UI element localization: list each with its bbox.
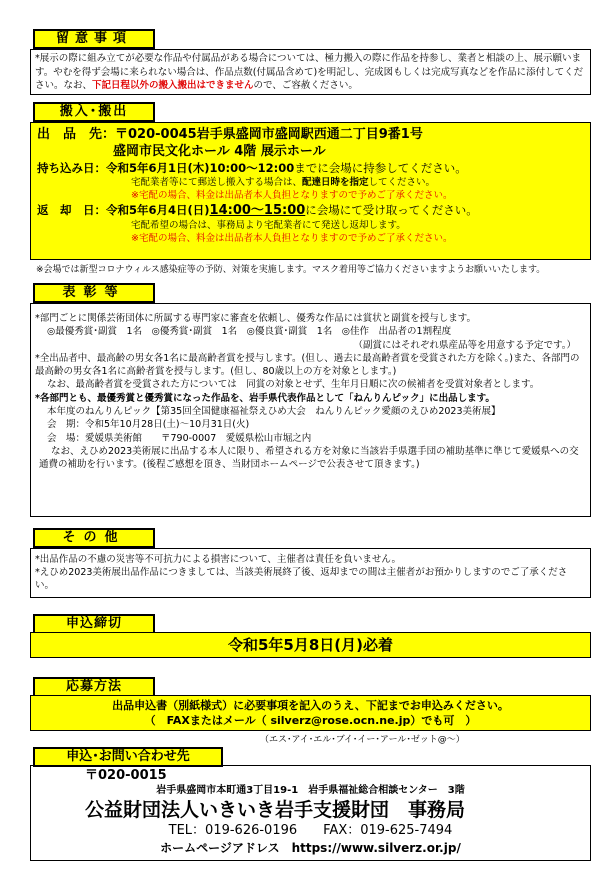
section-title-delivery: 搬入･搬出 [33,102,155,122]
delivery-in-after: までに会場に持参してください。 [294,161,467,175]
contact-org: 公益財団法人いきいき岩手支援財団 事務局 [85,799,466,821]
method-box [30,695,591,731]
method-line-2: （ FAXまたはメール（ silverz@rose.ocn.ne.jp）でも可 ） [144,714,477,727]
awards-travel-support: なお、えひめ2023美術展に出品する本人に限り、希望される方を対象に当該岩手県選手団の補助基準に準じて愛媛県への交通費の補助を行います。(後程ご感想を頂き、当財団ホームページで公表させて頂きます。) [39,445,579,471]
venue-hall: 盛岡市民文化ホール 4階 展示ホール [113,144,326,159]
section-title-other: その他 [33,528,155,548]
awards-period: 会 期：令和5年10月28日(土)～10月31日(火) [47,419,250,431]
notes-end: ので、ご容赦ください。 [253,80,358,91]
other-line-1: *出品作品の不慮の災害等不可抗力による損害について、主催者は責任を負いません。 [35,554,401,565]
covid-note: ※会場では新型コロナウィルス感染症等の予防、対策を実施します。マスク着用等ご協力くださいますようお願いいたします。 [36,265,546,275]
venue-line [37,126,584,143]
section-title-notes: 留意事項 [33,29,155,49]
return-line [37,202,584,219]
venue-address: 〒020-0045岩手県盛岡市盛岡駅西通二丁目9番1号 [115,127,423,142]
delivery-box [30,122,591,260]
delivery-in-label: 持ち込み日： [37,161,106,175]
section-title-method: 応募方法 [33,677,155,697]
venue-label: 出 品 先： [37,127,116,142]
awards-line-1: *部門ごとに関係芸術団体に所属する専門家に審査を依頼し、優秀な作品には賞状と副賞を授与します。 [35,313,476,324]
contact-address: 岩手県盛岡市本町通3丁目19-1 岩手県福祉総合相談センター 3階 [156,785,465,796]
contact-box [30,765,591,861]
delivery-in-date: 令和5年6月1日(木)10:00～12:00 [106,161,295,175]
return-date: 令和5年6月4日(日) [106,203,210,217]
awards-box [30,303,591,517]
return-after: に会場にて受け取ってください。 [305,203,478,217]
section-title-contact: 申込･お問い合わせ先 [33,747,223,767]
awards-prizes-note: （副賞にはそれぞれ県産品等を用意する予定です。） [353,339,576,351]
section-title-deadline: 申込締切 [33,614,155,634]
return-label: 返 却 日： [37,203,106,217]
return-note2: ※宅配の場合、料金は出品者本人負担となりますので予めご了承ください。 [131,233,453,244]
notes-box [30,49,591,95]
notes-warning: 下記日程以外の搬入搬出はできません [92,80,254,91]
awards-oldest-note: なお、最高齢者賞を受賞された方については 同賞の対象とせず、生年月日順に次の候補者を受賞対象者とします。 [47,379,540,391]
contact-website: ホームページアドレス https://www.silverz.or.jp/ [160,841,461,855]
delivery-in-note2: ※宅配の場合、料金は出品者本人負担となりますので予めご了承ください。 [131,190,453,201]
return-time: 14:00～15:00 [209,203,306,218]
section-title-awards: 表彰等 [33,283,155,303]
email-reading: （エス･アイ･エル･ブイ･イー･アール･ゼット@～） [260,735,465,745]
awards-nenrin-event: 本年度のねんりんピック【第35回全国健康福祉祭えひめ大会 ねんりんピック愛顔のえひめ2023美術展】 [47,406,501,418]
delivery-in-note1: 宅配業者等にて郵送し搬入する場合は、配達日時を指定してください。 [131,177,436,188]
notes-text: *展示の際に組み立てが必要な作品や付属品がある場合については、極力搬入の際に作品を持参し、業者と相談の上、展示願います。やむを得ず会場に来られない場合は、作品点数(付属品含めて)を明記し、完成図もしくは完成写真などを作品に添付してください。なお、 [35,53,584,91]
awards-prizes: ◎最優秀賞･副賞 1名 ◎優秀賞･副賞 1名 ◎優良賞･副賞 1名 ◎佳作 出品者の1割程度 [47,326,452,338]
delivery-in-line [37,160,584,176]
awards-venue: 会 場：愛媛県美術館 〒790-0007 愛媛県松山市堀之内 [47,432,312,444]
contact-tel-fax: TEL：019-626-0196 FAX：019-625-7494 [168,823,453,838]
awards-oldest: *全出品者中、最高齢の男女各1名に最高齢者賞を授与します。(但し、過去に最高齢者賞を受賞された方を除く。)また、各部門の最高齢の男女各1名に高齢者賞を授与します。(但し、80歳以上の方を対象とします。) [35,352,580,378]
other-line-2: *えひめ2023美術展出品作品につきましては、当該美術展終了後、返却までの間は主催者がお預かりしますのでご了承ください。 [35,567,568,591]
contact-zip: 〒020-0015 [85,768,167,783]
return-note1: 宅配希望の場合は、事務局より宅配業者にて発送し返却します。 [131,220,406,231]
other-box [30,548,591,598]
awards-nenrin: *各部門とも、最優秀賞と優秀賞になった作品を、岩手県代表作品として「ねんりんピック」に出品します。 [35,392,495,404]
method-line-1: 出品申込書（別紙様式）に必要事項を記入のうえ、下記までお申込みください。 [112,699,509,712]
deadline-box: 令和5年5月8日(月)必着 [30,632,591,658]
